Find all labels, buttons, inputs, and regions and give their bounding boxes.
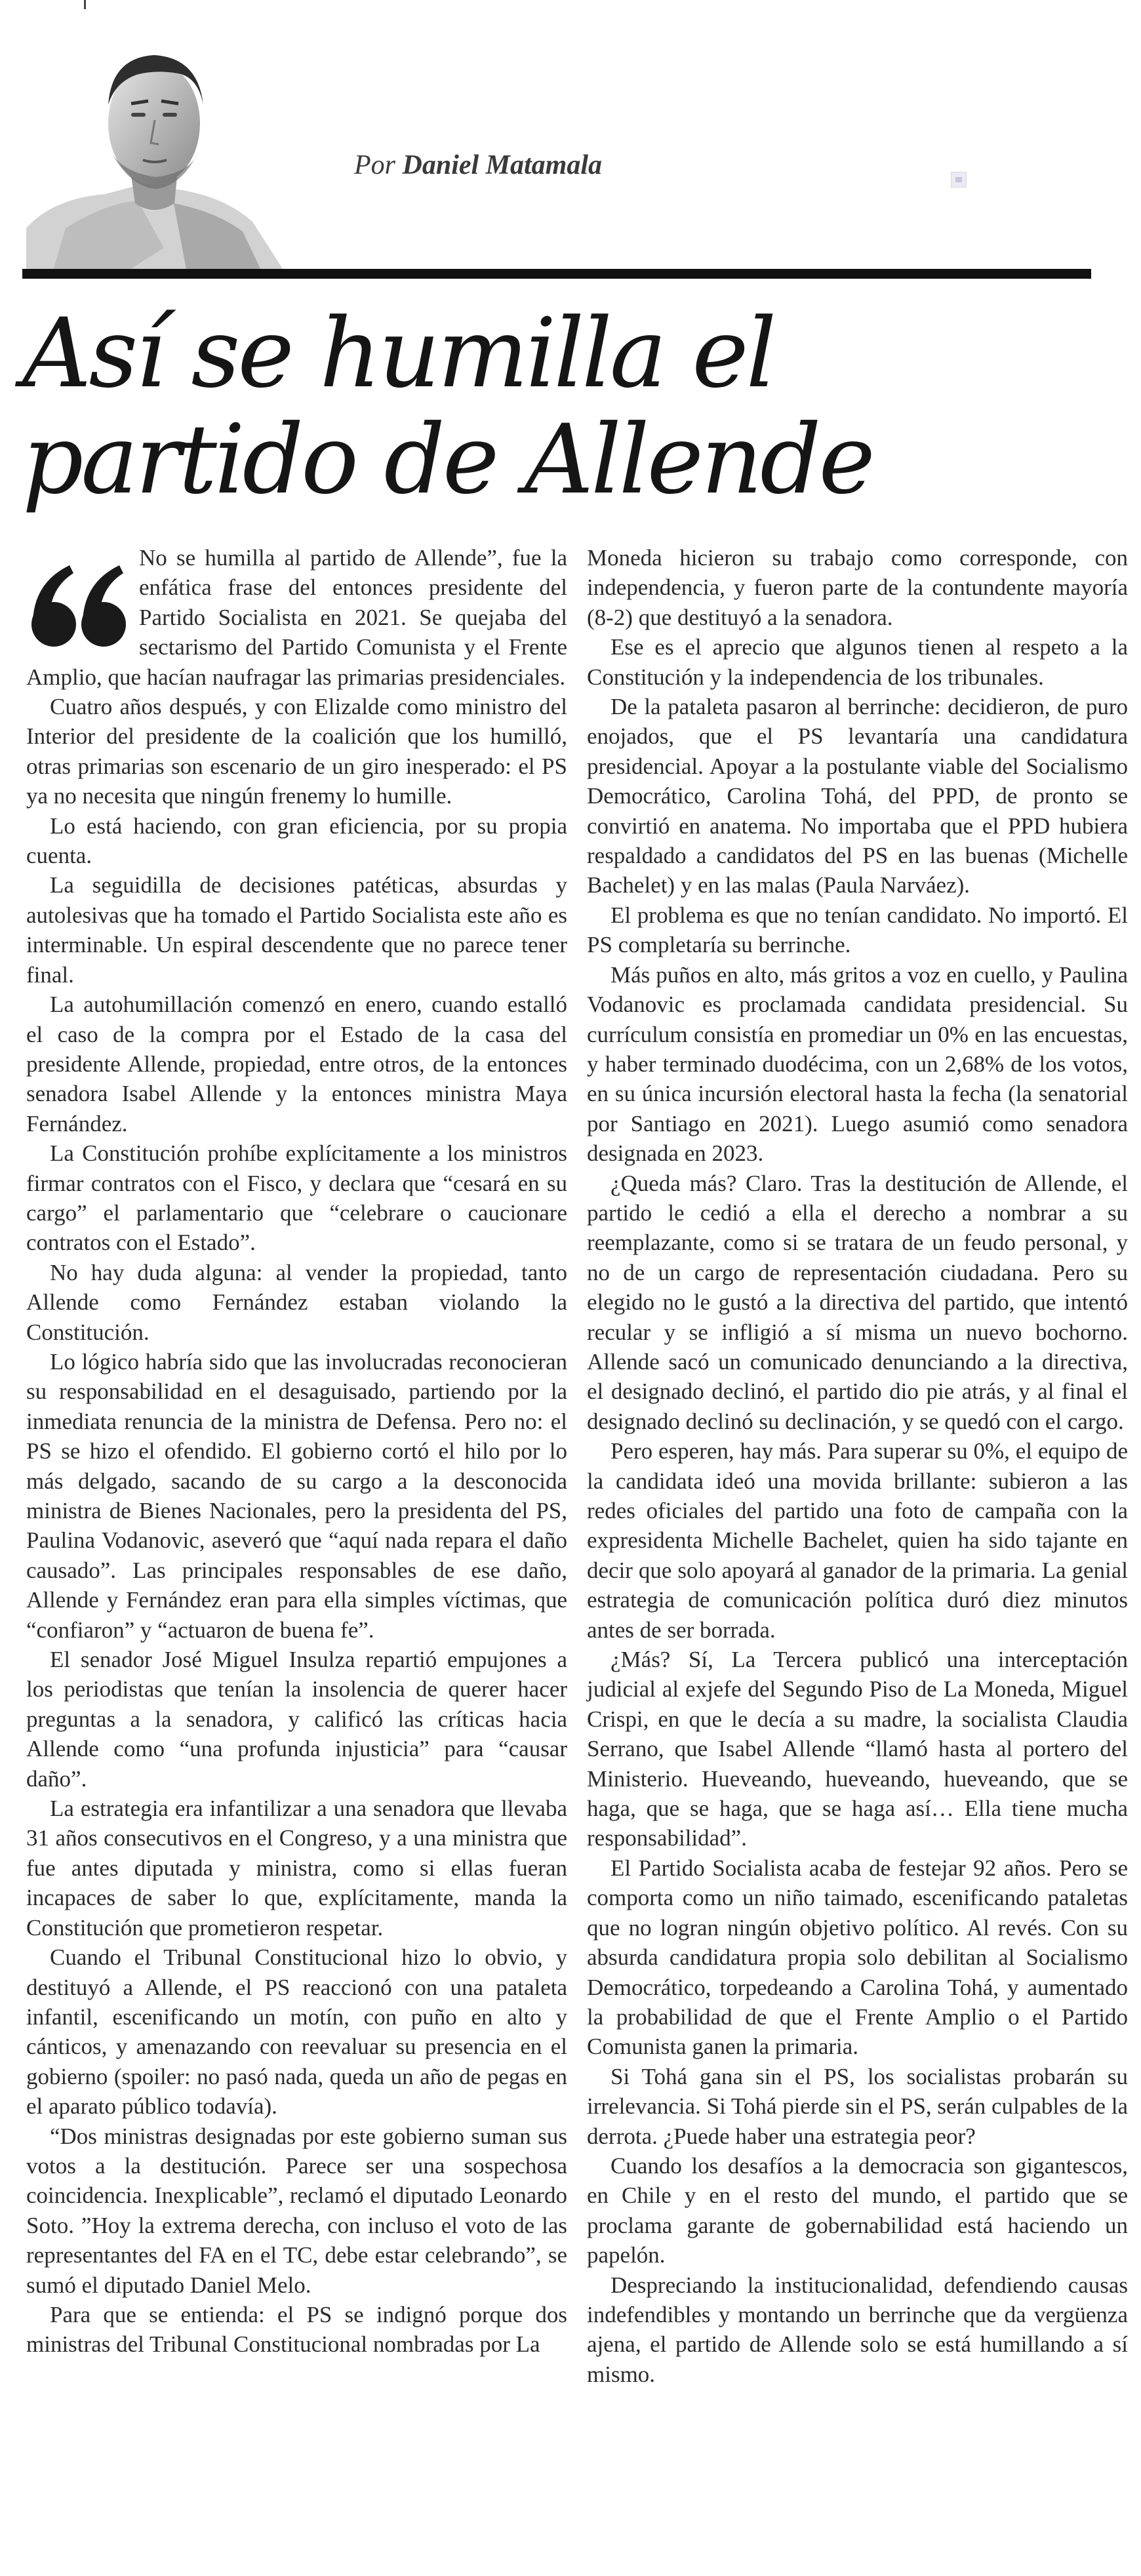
paragraph: El problema es que no tenían candidato. No importó. El PS completaría su berrinche. (587, 902, 1128, 958)
paragraph: Moneda hicieron su trabajo como corresponde, con independencia, y fueron parte de la contundente mayoría (8-2) que destituyó a la senadora. (587, 545, 1128, 630)
paragraph: La Constitución prohíbe explícitamente a los ministros firmar contratos con el Fisco, y declara que “cesará en su cargo” el parlamentario que “celebrare o caucionare contratos con el Estado”. (26, 1140, 567, 1256)
paragraph: No se humilla al partido de Allende”, fue la enfática frase del entonces presidente del Partido Socialista en 2021. Se quejaba del sectarismo del Partido Comunista y el Frente Amplio, que hacían naufragar las primarias presidenciales. (26, 545, 567, 690)
paragraph: La autohumillación comenzó en enero, cuando estalló el caso de la compra por el Estado de la casa del presidente Allende, propiedad, entre otros, de la entonces senadora Isabel Allende y la entonces ministra Maya Fernández. (26, 992, 567, 1137)
headline-line-1: Así se humilla el (22, 298, 774, 409)
article-column-left (26, 543, 567, 2360)
paragraph: Ese es el aprecio que algunos tienen al respeto a la Constitución y la independencia de los tribunales. (587, 634, 1128, 690)
header-rule (22, 269, 1091, 279)
paragraph: ¿Más? Sí, La Tercera publicó una interceptación judicial al exjefe del Segundo Piso de La Moneda, Miguel Crispi, en que le decía a su madre, la socialista Claudia Serrano, que Isabel Allende “llamó hasta al portero del Ministerio. Hueveando, hueveando, hueveando, que se haga, que se haga, que se haga así… Ella tiene mucha responsabilidad”. (587, 1647, 1128, 1851)
paragraph: “Dos ministras designadas por este gobierno suman sus votos a la destitución. Parece ser una sospechosa coincidencia. Inexplicable”, reclamó el diputado Leonardo Soto. ”Hoy la extrema derecha, con incluso el voto de las representantes del FA en el TC, debe estar celebrando”, se sumó el diputado Daniel Melo. (26, 2123, 567, 2298)
page-edge-mark (84, 0, 86, 9)
paragraph: Cuando el Tribunal Constitucional hizo lo obvio, y destituyó a Allende, el PS reaccionó con una pataleta infantil, escenificando un motín, con puño en alto y cánticos, y amenazando con reevaluar su presencia en el gobierno (spoiler: no pasó nada, queda un año de pegas en el aparato público todavía). (26, 1944, 567, 2120)
paragraph: El Partido Socialista acaba de festejar 92 años. Pero se comporta como un niño taimado, escenificando pataletas que no logran ningún objetivo político. Al revés. Con su absurda candidatura propia solo debilitan al Socialismo Democrático, torpedeando a Carolina Tohá, y aumentado la probabilidad de que el Frente Amplio o el Partido Comunista ganen la primaria. (587, 1855, 1128, 2060)
image-placeholder-icon (951, 172, 967, 188)
paragraph: La estrategia era infantilizar a una senadora que llevaba 31 años consecutivos en el Congreso, y a una ministra que fue antes diputada y ministra, como si ellas fueran incapaces de saber lo que, explícitamente, manda la Constitución que prometieron respetar. (26, 1796, 567, 1941)
paragraph: Lo está haciendo, con gran eficiencia, por su propia cuenta. (26, 813, 567, 869)
paragraph: Más puños en alto, más gritos a voz en cuello, y Paulina Vodanovic es proclamada candidata presidencial. Su currículum consistía en promediar un 0% en las encuestas, y haber terminado duodécima, con un 2,68% de los votos, en su única incursión electoral hasta la fecha (la senatorial por Santiago en 2021). Luego asumió como senadora designada en 2023. (587, 961, 1128, 1167)
paragraph: Cuatro años después, y con Elizalde como ministro del Interior del presidente de la coalición que los humilló, otras primarias son escenario de un giro inesperado: el PS ya no necesita que ningún frenemy lo humille. (26, 694, 567, 809)
paragraph: Para que se entienda: el PS se indignó porque dos ministras del Tribunal Constitucional nombradas por La (26, 2301, 567, 2358)
headline-line-2: partido de Allende (22, 404, 873, 515)
paragraph: No hay duda alguna: al vender la propiedad, tanto Allende como Fernández estaban violando la Constitución. (26, 1259, 567, 1345)
byline (354, 150, 602, 181)
author-portrait (26, 31, 308, 273)
byline-prefix: Por (354, 150, 395, 180)
paragraph: ¿Queda más? Claro. Tras la destitución de Allende, el partido le cedió a ella el derecho a nombrar a su reemplazante, como si se tratara de un feudo personal, y no de un cargo de representación ciudadana. Pero su elegido no le gustó a la directiva del partido, que intentó recular y se infligió a sí misma un nuevo bochorno. Allende sacó un comunicado denunciando a la directiva, el designado declinó, el partido dio pie atrás, y al final el designado declinó su declinación, y se quedó con el cargo. (587, 1170, 1128, 1434)
paragraph: De la pataleta pasaron al berrinche: decidieron, de puro enojados, que el PS levantaría una candidatura presidencial. Apoyar a la postulante viable del Socialismo Democrático, Carolina Tohá, del PPD, de pronto se convirtió en anatema. No importaba que el PPD hubiera respaldado a candidatos del PS en las buenas (Michelle Bachelet) y en las malas (Paula Narváez). (587, 694, 1128, 898)
article-column-right (587, 543, 1128, 2389)
paragraph: Lo lógico habría sido que las involucradas reconocieran su responsabilidad en el desaguisado, partiendo por la inmediata renuncia de la ministra de Defensa. Pero no: el PS se hizo el ofendido. El gobierno cortó el hilo por lo más delgado, sacando de su cargo a la desconocida ministra de Bienes Nacionales, pero la presidenta del PS, Paulina Vodanovic, aseveró que “aquí nada repara el daño causado”. Las principales responsables de ese daño, Allende y Fernández eran para ella simples víctimas, que “confiaron” y “actuaron de buena fe”. (26, 1348, 567, 1643)
headline (22, 300, 1071, 513)
author-name: Daniel Matamala (402, 150, 603, 180)
paragraph: Pero esperen, hay más. Para superar su 0%, el equipo de la candidata ideó una movida brillante: subieron a las redes oficiales del partido una foto de campaña con la expresidenta Michelle Bachelet, quien ha sido tajante en decir que solo apoyará al ganador de la primaria. La genial estrategia de comunicación política duró diez minutos antes de ser borrada. (587, 1438, 1128, 1643)
paragraph: El senador José Miguel Insulza repartió empujones a los periodistas que tenían la insolencia de querer hacer preguntas a la senadora, y calificó las críticas hacia Allende como “una profunda injusticia” para “causar daño”. (26, 1647, 567, 1792)
paragraph: Despreciando la institucionalidad, defendiendo causas indefendibles y montando un berrinche que da vergüenza ajena, el partido de Allende solo se está humillando a sí mismo. (587, 2272, 1128, 2387)
paragraph: Cuando los desafíos a la democracia son gigantescos, en Chile y en el resto del mundo, el partido que se proclama garante de gobernabilidad está haciendo un papelón. (587, 2152, 1128, 2268)
paragraph: La seguidilla de decisiones patéticas, absurdas y autolesivas que ha tomado el Partido Socialista este año es interminable. Un espiral descendente que no parece tener final. (26, 872, 567, 988)
paragraph: Si Tohá gana sin el PS, los socialistas probarán su irrelevancia. Si Tohá pierde sin el PS, serán culpables de la derrota. ¿Puede haber una estrategia peor? (587, 2063, 1128, 2149)
opening-quote-icon (26, 543, 131, 661)
